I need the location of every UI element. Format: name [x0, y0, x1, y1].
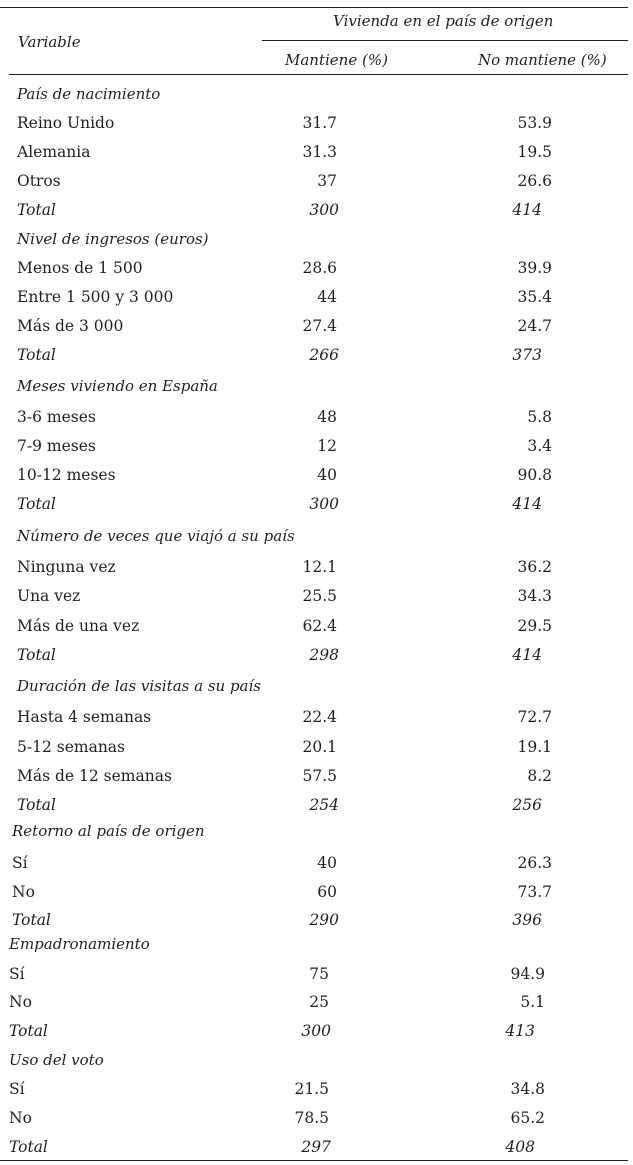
total-mantiene: 300 [309, 495, 339, 513]
row-label: Sí [9, 965, 25, 983]
value-mantiene: 21.5 [294, 1080, 329, 1098]
header-col-no-mantiene: No mantiene (%) [478, 51, 607, 69]
value-mantiene: 25.5 [302, 587, 337, 605]
row-label: No [9, 1109, 32, 1127]
row-label: Más de 12 semanas [17, 767, 172, 785]
value-no-mantiene: 29.5 [517, 617, 552, 635]
total-label: Total [9, 1022, 48, 1040]
total-mantiene: 297 [301, 1138, 331, 1156]
total-no-mantiene: 373 [512, 346, 542, 364]
total-label: Total [17, 646, 56, 664]
row-label: 5-12 semanas [17, 738, 125, 756]
row-label: Menos de 1 500 [17, 259, 143, 277]
value-no-mantiene: 8.2 [527, 767, 552, 785]
value-no-mantiene: 26.3 [517, 854, 552, 872]
section-title: País de nacimiento [17, 85, 161, 103]
row-label: Ninguna vez [17, 558, 116, 576]
value-mantiene: 78.5 [294, 1109, 329, 1127]
value-mantiene: 27.4 [302, 317, 337, 335]
row-label: No [9, 993, 32, 1011]
value-no-mantiene: 72.7 [517, 708, 552, 726]
row-label: Alemania [17, 143, 91, 161]
section-title: Retorno al país de origen [12, 822, 205, 840]
row-label: Más de 3 000 [17, 317, 124, 335]
value-mantiene: 12.1 [302, 558, 337, 576]
total-mantiene: 266 [309, 346, 339, 364]
value-mantiene: 12 [317, 437, 337, 455]
row-label: 10-12 meses [17, 466, 116, 484]
value-no-mantiene: 94.9 [510, 965, 545, 983]
row-label: No [12, 883, 35, 901]
value-no-mantiene: 39.9 [517, 259, 552, 277]
value-mantiene: 62.4 [302, 617, 337, 635]
total-no-mantiene: 396 [512, 911, 542, 929]
total-no-mantiene: 414 [512, 201, 542, 219]
value-no-mantiene: 19.1 [517, 738, 552, 756]
total-mantiene: 300 [301, 1022, 331, 1040]
value-no-mantiene: 35.4 [517, 288, 552, 306]
value-mantiene: 28.6 [302, 259, 337, 277]
value-mantiene: 57.5 [302, 767, 337, 785]
value-mantiene: 22.4 [302, 708, 337, 726]
total-no-mantiene: 413 [505, 1022, 535, 1040]
value-mantiene: 40 [317, 466, 337, 484]
value-no-mantiene: 19.5 [517, 143, 552, 161]
section-title: Nivel de ingresos (euros) [17, 230, 209, 248]
value-no-mantiene: 3.4 [527, 437, 552, 455]
top-rule [0, 7, 628, 8]
value-no-mantiene: 26.6 [517, 172, 552, 190]
total-no-mantiene: 414 [512, 495, 542, 513]
value-no-mantiene: 53.9 [517, 114, 552, 132]
section-title: Empadronamiento [9, 935, 150, 953]
value-no-mantiene: 34.3 [517, 587, 552, 605]
header-col-mantiene: Mantiene (%) [285, 51, 388, 69]
value-mantiene: 40 [317, 854, 337, 872]
value-no-mantiene: 5.1 [520, 993, 545, 1011]
row-label: 3-6 meses [17, 408, 96, 426]
total-label: Total [17, 346, 56, 364]
total-mantiene: 290 [309, 911, 339, 929]
header-rule [9, 74, 628, 75]
value-mantiene: 31.7 [302, 114, 337, 132]
value-mantiene: 60 [317, 883, 337, 901]
total-no-mantiene: 256 [512, 796, 542, 814]
value-mantiene: 20.1 [302, 738, 337, 756]
value-mantiene: 31.3 [302, 143, 337, 161]
row-label: Sí [9, 1080, 25, 1098]
total-no-mantiene: 414 [512, 646, 542, 664]
total-label: Total [17, 201, 56, 219]
group-rule [262, 40, 628, 41]
total-no-mantiene: 408 [505, 1138, 535, 1156]
row-label: 7-9 meses [17, 437, 96, 455]
value-mantiene: 75 [309, 965, 329, 983]
value-mantiene: 44 [317, 288, 337, 306]
value-no-mantiene: 36.2 [517, 558, 552, 576]
total-mantiene: 300 [309, 201, 339, 219]
value-no-mantiene: 65.2 [510, 1109, 545, 1127]
value-mantiene: 48 [317, 408, 337, 426]
row-label: Reino Unido [17, 114, 115, 132]
total-mantiene: 254 [309, 796, 339, 814]
total-label: Total [17, 796, 56, 814]
row-label: Otros [17, 172, 61, 190]
section-title: Uso del voto [9, 1051, 104, 1069]
total-label: Total [9, 1138, 48, 1156]
value-no-mantiene: 34.8 [510, 1080, 545, 1098]
row-label: Sí [12, 854, 28, 872]
header-variable: Variable [18, 33, 81, 51]
row-label: Hasta 4 semanas [17, 708, 152, 726]
bottom-rule [0, 1160, 628, 1161]
value-no-mantiene: 90.8 [517, 466, 552, 484]
total-mantiene: 298 [309, 646, 339, 664]
row-label: Una vez [17, 587, 81, 605]
value-no-mantiene: 24.7 [517, 317, 552, 335]
value-mantiene: 37 [317, 172, 337, 190]
value-no-mantiene: 73.7 [517, 883, 552, 901]
section-title: Duración de las visitas a su país [17, 677, 261, 695]
row-label: Más de una vez [17, 617, 140, 635]
row-label: Entre 1 500 y 3 000 [17, 288, 174, 306]
value-mantiene: 25 [309, 993, 329, 1011]
total-label: Total [12, 911, 51, 929]
total-label: Total [17, 495, 56, 513]
header-group: Vivienda en el país de origen [333, 12, 554, 30]
section-title: Número de veces que viajó a su país [17, 527, 295, 545]
section-title: Meses viviendo en España [17, 377, 218, 395]
value-no-mantiene: 5.8 [527, 408, 552, 426]
